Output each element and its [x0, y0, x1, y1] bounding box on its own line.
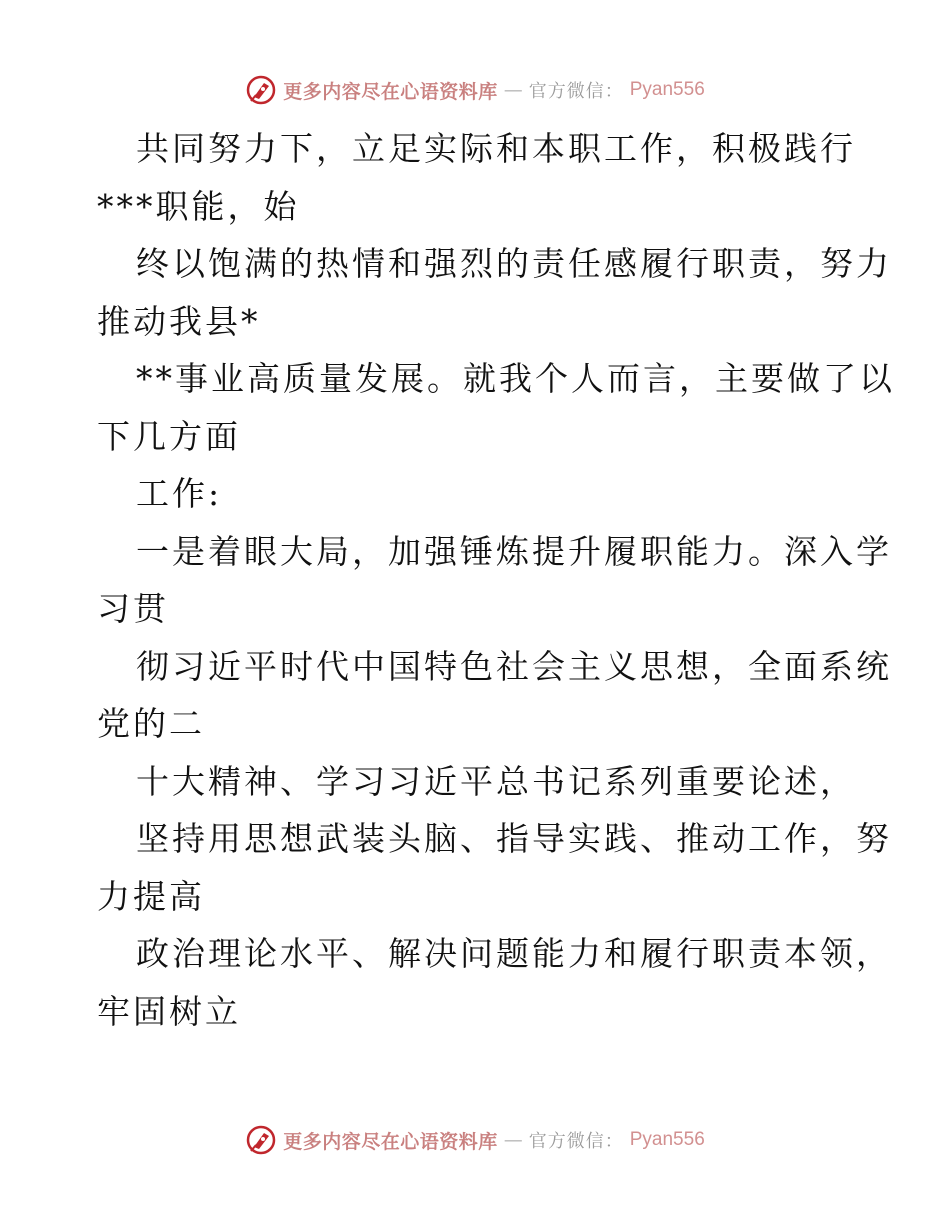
paragraph-line: 推动我县*	[97, 301, 261, 341]
paragraph-line: 一是着眼大局，加强锤炼提升履职能力。深入学	[136, 531, 892, 571]
watermark-brand-text: 更多内容尽在心语资料库	[283, 80, 498, 103]
watermark-separator: —	[503, 79, 523, 101]
paragraph-line: **事业高质量发展。就我个人而言，主要做了以	[136, 359, 895, 398]
paragraph-line: 终以饱满的热情和强烈的责任感履行职责，努力	[136, 244, 892, 283]
watermark-label: 官方微信：	[528, 1131, 624, 1152]
paragraph-line: 十大精神、学习习近平总书记系列重要论述，	[136, 761, 856, 801]
paragraph-line: 政治理论水平、解决问题能力和履行职责本领，	[136, 934, 892, 973]
paragraph-line: 共同努力下，立足实际和本职工作，积极践行	[136, 129, 856, 168]
watermark-separator: —	[503, 1129, 523, 1151]
paragraph-line: ***职能，始	[97, 186, 300, 226]
paragraph-line: 下几方面	[97, 416, 241, 456]
watermark-wechat-id: Pyan556	[629, 79, 705, 100]
pen-nib-logo-icon	[245, 74, 277, 106]
paragraph-line: 坚持用思想武装头脑、指导实践、推动工作，努	[136, 819, 892, 858]
header-watermark	[0, 70, 950, 110]
document-body	[97, 120, 895, 1040]
watermark-wechat-id: Pyan556	[629, 1129, 705, 1150]
pen-nib-logo-icon	[245, 1124, 277, 1156]
paragraph-line: 彻习近平时代中国特色社会主义思想，全面系统	[136, 646, 892, 686]
paragraph-line: 牢固树立	[97, 991, 241, 1031]
footer-watermark	[0, 1120, 950, 1160]
watermark-brand-text: 更多内容尽在心语资料库	[283, 1130, 498, 1153]
paragraph-line: 力提高	[97, 876, 205, 916]
paragraph-line: 习贯	[97, 589, 169, 628]
watermark-label: 官方微信：	[528, 81, 624, 102]
paragraph-line: 工作:	[136, 474, 223, 513]
paragraph-line: 党的二	[97, 704, 205, 743]
